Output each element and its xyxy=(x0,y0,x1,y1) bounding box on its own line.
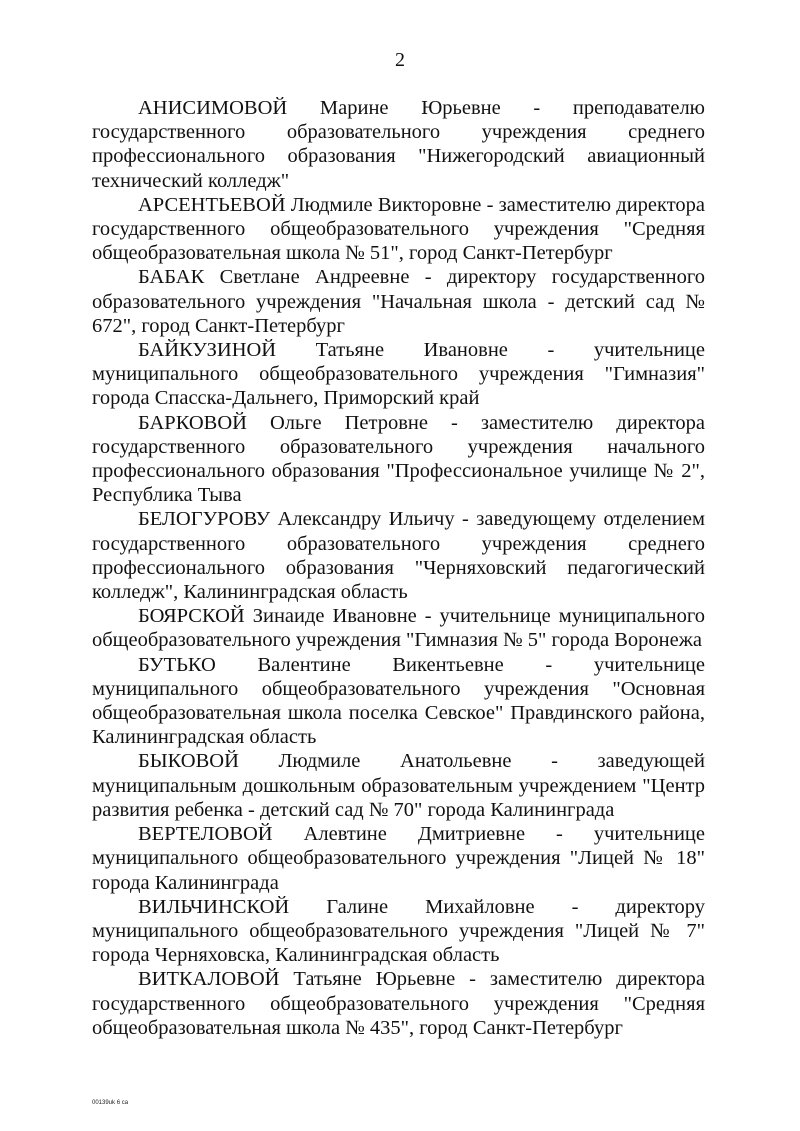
list-item: ВИТКАЛОВОЙ Татьяне Юрьевне - заместителю директора государственного общеобразовательного учреждения "Средняя общеобразовательная школа № 435", город Санкт-Петербург xyxy=(92,968,705,1039)
list-item: ВЕРТЕЛОВОЙ Алевтине Дмитриевне - учительнице муниципального общеобразовательного учреждения "Лицей № 18" города Калининграда xyxy=(92,823,705,894)
list-item: АРСЕНТЬЕВОЙ Людмиле Викторовне - заместителю директора государственного общеобразовательного учреждения "Средняя общеобразовательная школа № 51", город Санкт-Петербург xyxy=(92,193,705,265)
list-item: БАБАК Светлане Андреевне - директору государственного образовательного учреждения "Начальная школа - детский сад № 672", город Санкт-Петербург xyxy=(92,266,705,337)
list-item: БОЯРСКОЙ Зинаиде Ивановне - учительнице муниципального общеобразовательного учреждения "Гимназия № 5" города Воронежа xyxy=(92,605,705,652)
document-code: 00139uk 6 ca xyxy=(92,1100,129,1106)
list-item: БЫКОВОЙ Людмиле Анатольевне - заведующей муниципальным дошкольным образовательным учреждением "Центр развития ребенка - детский сад № 70" города Калининграда xyxy=(92,750,705,821)
list-item: АНИСИМОВОЙ Марине Юрьевне - преподавателю государственного образовательного учреждения среднего профессионального образования "Нижегородский авиационный технический колледж" xyxy=(92,97,705,192)
list-item: ВИЛЬЧИНСКОЙ Галине Михайловне - директору муниципального общеобразовательного учреждения "Лицей № 7" города Черняховска, Калининградская область xyxy=(92,895,705,967)
page-number: 2 xyxy=(395,49,405,71)
list-item: БАЙКУЗИНОЙ Татьяне Ивановне - учительнице муниципального общеобразовательного учреждения "Гимназия" города Спасска-Дальнего, Приморский край xyxy=(92,339,705,410)
award-recipient-list xyxy=(92,96,705,1040)
list-item: БУТЬКО Валентине Викентьевне - учительнице муниципального общеобразовательного учреждения "Основная общеобразовательная школа поселка Севское" Правдинского района, Калининградская область xyxy=(92,653,705,749)
list-item: БАРКОВОЙ Ольге Петровне - заместителю директора государственного образовательного учреждения начального профессионального образования "Профессиональное училище № 2", Республика Тыва xyxy=(92,411,705,507)
list-item: БЕЛОГУРОВУ Александру Ильичу - заведующему отделением государственного образовательного учреждения среднего профессионального образования "Черняховский педагогический колледж", Калининградская область xyxy=(92,508,705,604)
